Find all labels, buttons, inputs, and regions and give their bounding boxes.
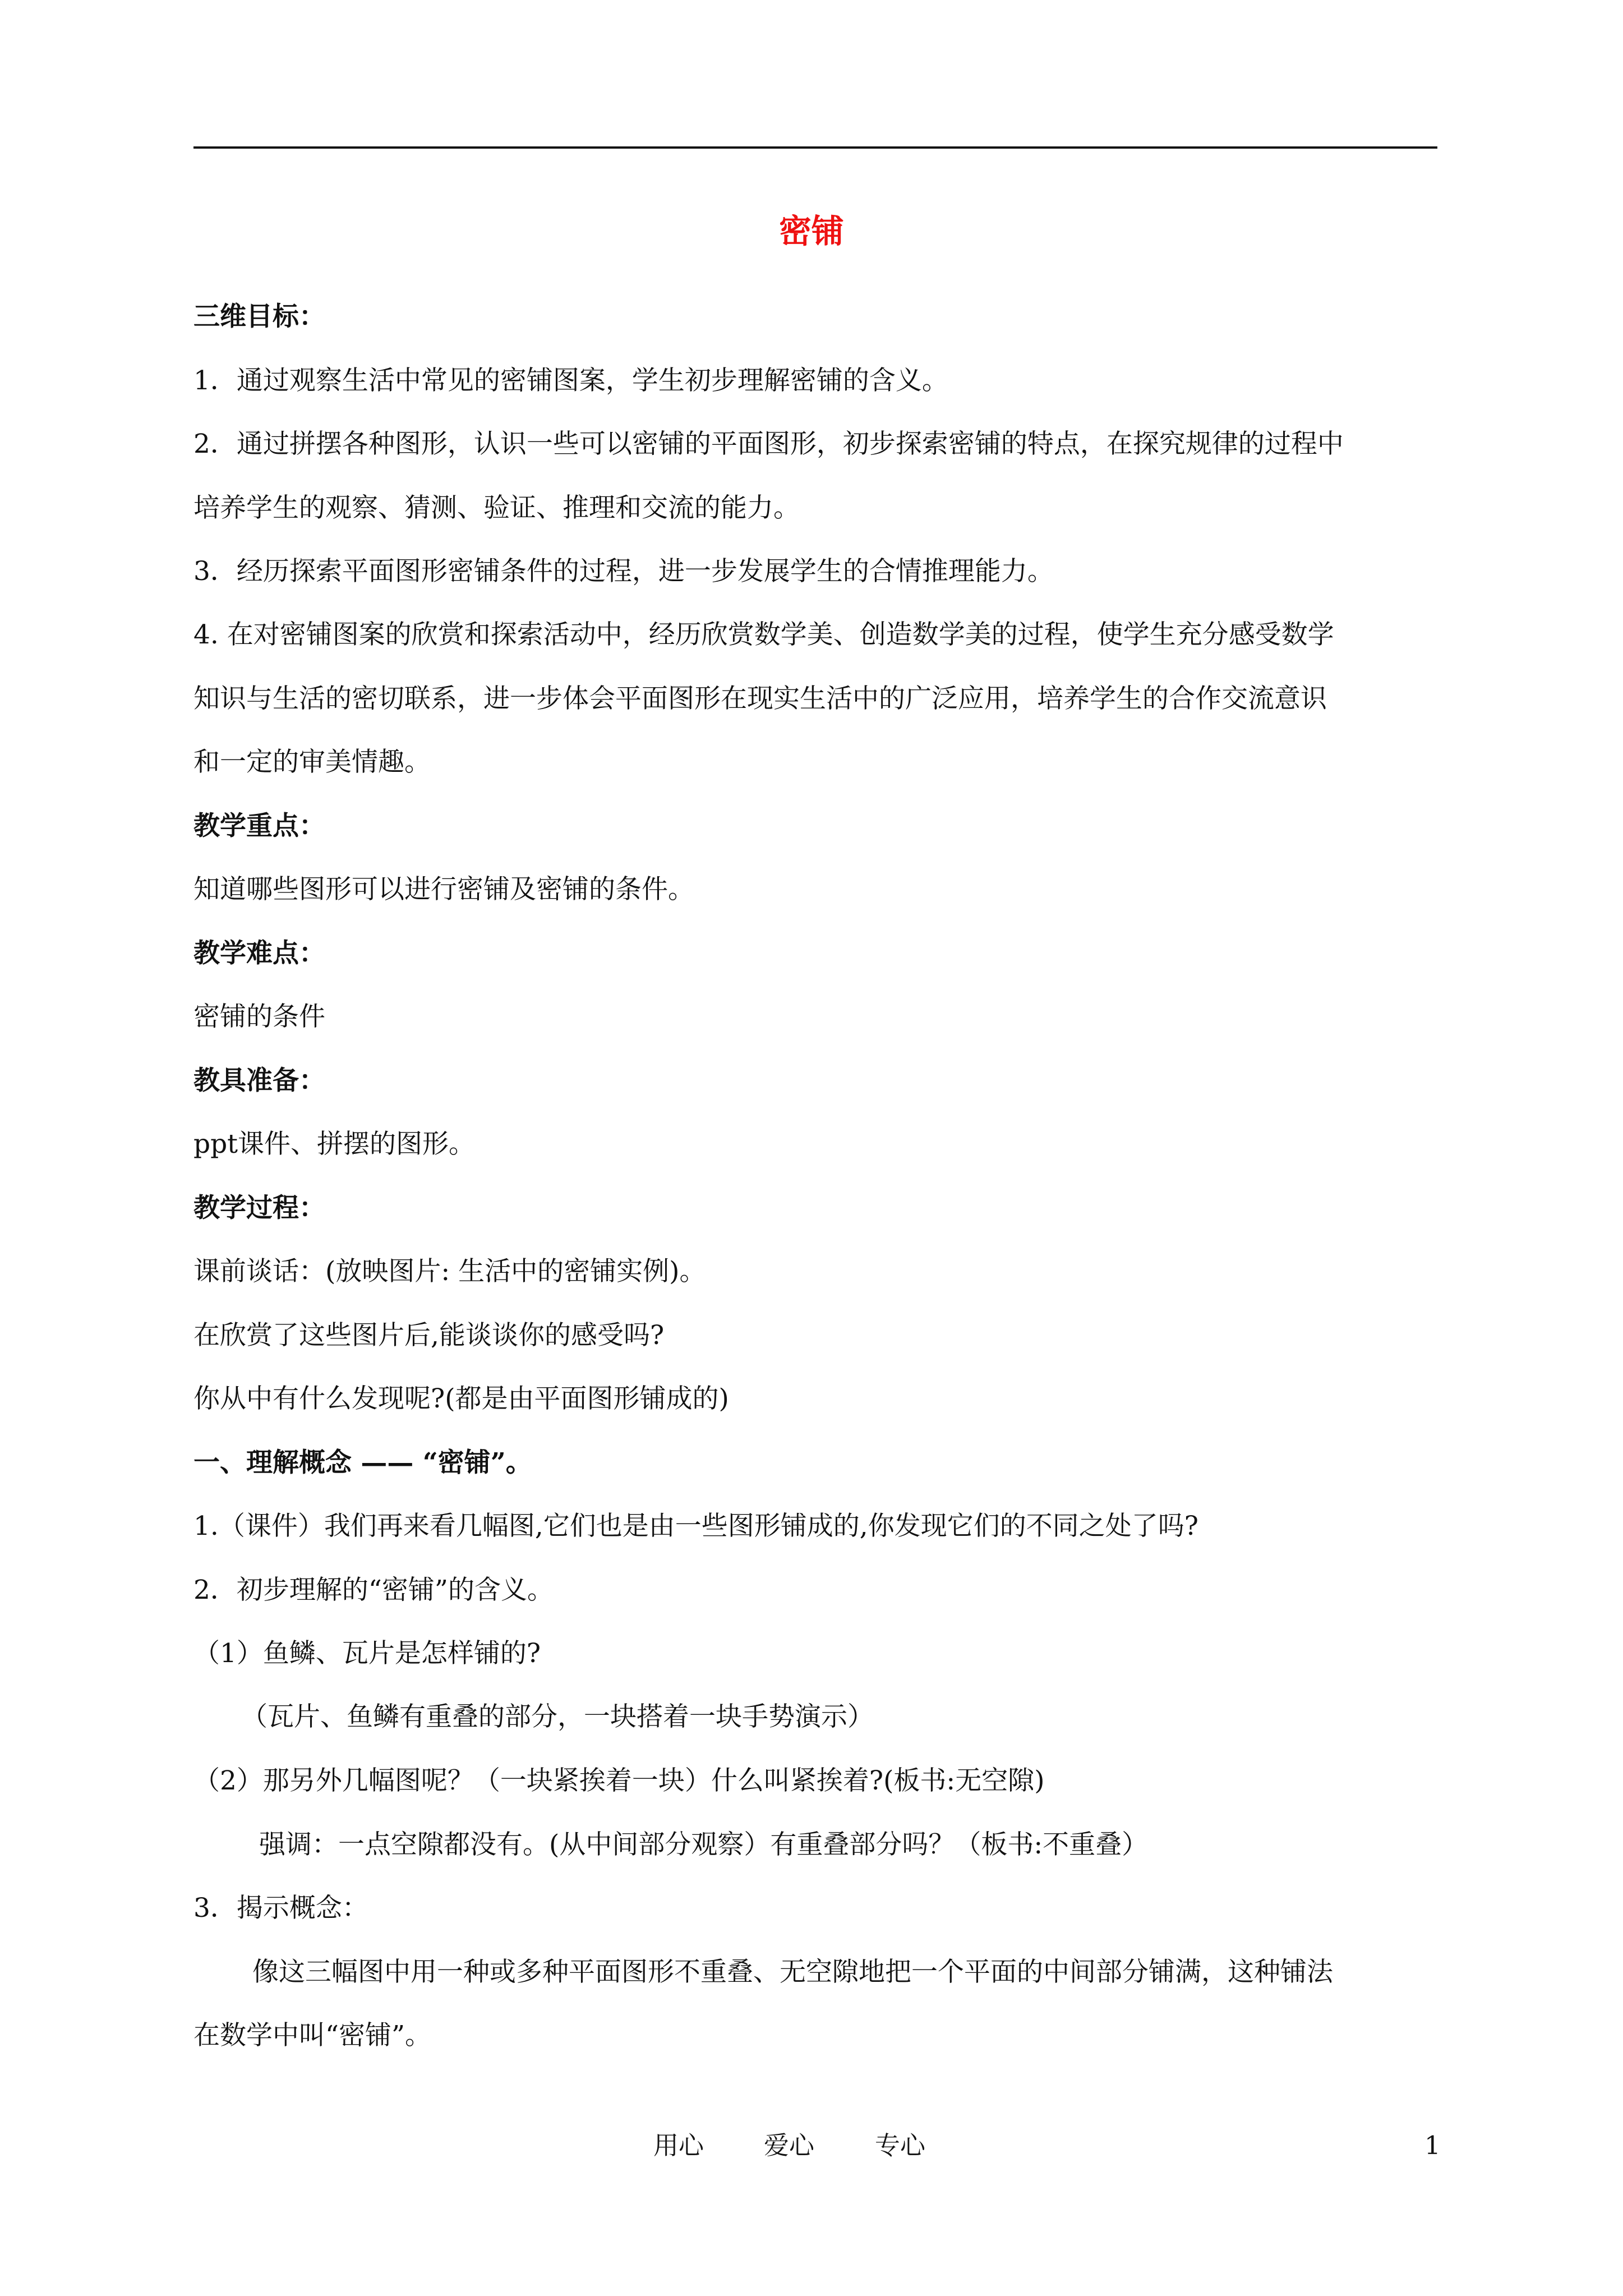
part1-line: （1）鱼鳞、瓦片是怎样铺的? [193,1638,541,1669]
difficulty-text: 密铺的条件 [193,1001,325,1032]
process-line: 你从中有什么发现呢?(都是由平面图形铺成的) [193,1383,729,1414]
footer-motto: 爱心 [764,2131,815,2160]
goal-line: 1．通过观察生活中常见的密铺图案，学生初步理解密铺的含义。 [193,365,948,396]
goals-heading: 三维目标： [193,301,325,332]
process-line: 在欣赏了这些图片后,能谈谈你的感受吗? [193,1320,665,1351]
footer-motto: 专心 [875,2131,926,2160]
part1-line: 强调：一点空隙都没有。(从中间部分观察）有重叠部分吗？（板书:不重叠） [259,1829,1149,1860]
part1-line: 像这三幅图中用一种或多种平面图形不重叠、无空隙地把一个平面的中间部分铺满，这种铺法 [252,1957,1333,1987]
prep-heading: 教具准备： [193,1065,325,1096]
key-heading: 教学重点： [193,811,325,841]
part1-line: 在数学中叫“密铺”。 [193,2020,432,2051]
header-rule [193,146,1437,149]
document-title: 密铺 [778,212,844,250]
goal-line: 3．经历探索平面图形密铺条件的过程，进一步发展学生的合情推理能力。 [193,556,1054,587]
prep-text: ppt课件、拼摆的图形。 [193,1129,476,1159]
part1-line: （瓦片、鱼鳞有重叠的部分，一块搭着一块手势演示） [241,1701,874,1732]
goal-line: 培养学生的观察、猜测、验证、推理和交流的能力。 [193,493,800,523]
goal-line: 4. 在对密铺图案的欣赏和探索活动中，经历欣赏数学美、创造数学美的过程，使学生充分感受数学 [193,619,1334,650]
goal-line: 和一定的审美情趣。 [193,747,431,777]
part1-line: 3．揭示概念： [193,1893,368,1924]
part1-line: 2．初步理解的“密铺”的含义。 [193,1575,554,1605]
key-text: 知道哪些图形可以进行密铺及密铺的条件。 [193,874,694,905]
part1-heading: 一、理解概念 —— “密铺”。 [193,1447,532,1478]
process-heading: 教学过程： [193,1193,325,1223]
page-number: 1 [1424,2131,1441,2160]
part1-line: 1.（课件）我们再来看几幅图,它们也是由一些图形铺成的,你发现它们的不同之处了吗? [193,1511,1198,1542]
process-line: 课前谈话：(放映图片: 生活中的密铺实例)。 [193,1256,706,1287]
goal-line: 知识与生活的密切联系，进一步体会平面图形在现实生活中的广泛应用，培养学生的合作交流意识 [193,683,1327,714]
footer-motto: 用心 [653,2131,704,2160]
part1-line: （2）那另外几幅图呢？（一块紧挨着一块）什么叫紧挨着?(板书:无空隙) [193,1765,1045,1796]
difficulty-heading: 教学难点： [193,938,325,969]
goal-line: 2．通过拼摆各种图形，认识一些可以密铺的平面图形，初步探索密铺的特点，在探究规律的过程中 [193,429,1344,459]
